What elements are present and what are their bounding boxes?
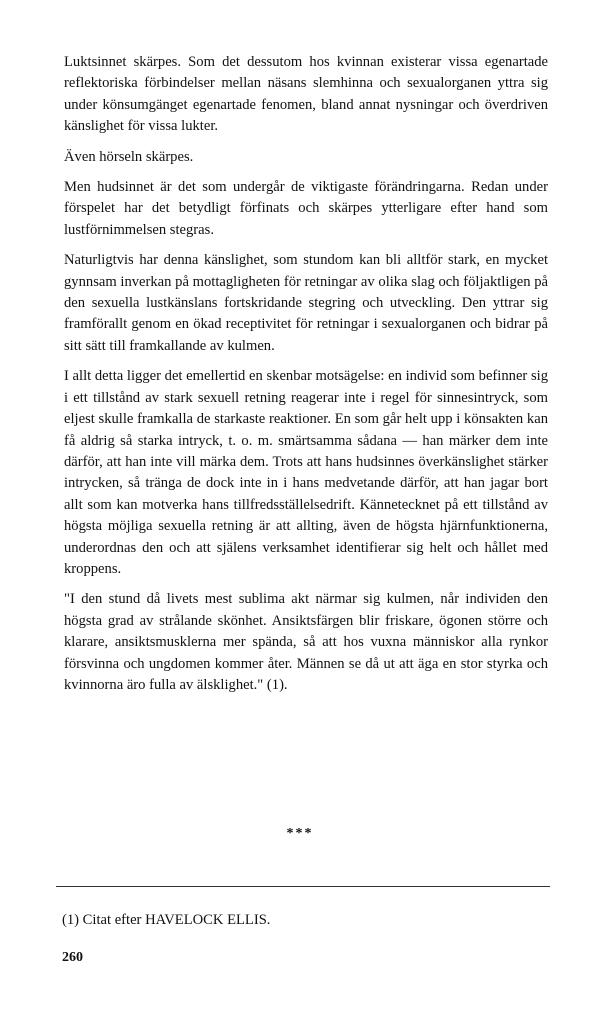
paragraph-contradiction: I allt detta ligger det emellertid en skenbar motsägelse: en individ som befinner sig i ett tillstånd av stark sexuell retning reagerar inte i regel för sinnesintryck, som eljest skulle framkalla de starkaste reaktioner. En som går helt upp i könsakten kan få aldrig så starka intryck, t. o. m. smärtsamma sådana — han märker dem inte därför, att han inte vill märka dem. Trots att hans hudsinnes överkänslighet stärker intrycken, så tränga de dock inte in i hans medvetande därför, att han jagar bort allt som kan motverka hans tillfredsställelsedrift. Kännetecknet på ett tillstånd av högsta möjliga sexuella retning är att allting, även de högsta hjärnfunktionerna, underordnas den och att själens verksamhet identifierar sig helt och hållet med kroppens. — [64, 368, 548, 577]
paragraph-skin-sense: Men hudsinnet är det som undergår de viktigaste förändringarna. Redan under förspelet har det betydligt förfinats och skärpes ytterligare efter hand som lustförnimmelsen stegras. — [64, 179, 548, 238]
paragraph-quote: "I den stund då livets mest sublima akt närmar sig kulmen, når individen den högsta grad av strålande skönhet. Ansiktsfärgen blir friskare, ögonen större och klarare, ansiktsmusklerna mer spända, så att hos vuxna människor alla rynkor försvinna och ungdomen kommer åter. Männen se då ut att äga en stor styrka och kvinnorna äro fulla av älsklighet." (1). — [64, 591, 548, 693]
page-number: 260 — [62, 950, 83, 965]
paragraph-smell: Luktsinnet skärpes. Som det dessutom hos kvinnan existerar vissa egenartade reflektoriska förbindelser mellan näsans slemhinna och sexualorganen yttra sig under könsumgänget egenartade fenomen, bland annat nysningar och överdriven känslighet för vissa lukter. — [64, 54, 548, 135]
paragraph-hearing: Även hörseln skärpes. — [64, 148, 194, 165]
section-separator: *** — [286, 826, 314, 841]
page-body — [64, 52, 548, 705]
footnote-rule — [56, 886, 550, 887]
paragraph-sensitivity: Naturligtvis har denna känslighet, som stundom kan bli alltför stark, en mycket gynnsam inverkan på mottagligheten för retningar av olika slag och följaktligen på den sexuella lustkänslans fortskridande stegring och utveckling. Den yttrar sig framförallt genom en ökad receptivitet för retningar i sexualorganen och bidrar på sitt sätt till framkallande av kulmen. — [64, 252, 548, 354]
footnote: (1) Citat efter HAVELOCK ELLIS. — [62, 912, 271, 928]
